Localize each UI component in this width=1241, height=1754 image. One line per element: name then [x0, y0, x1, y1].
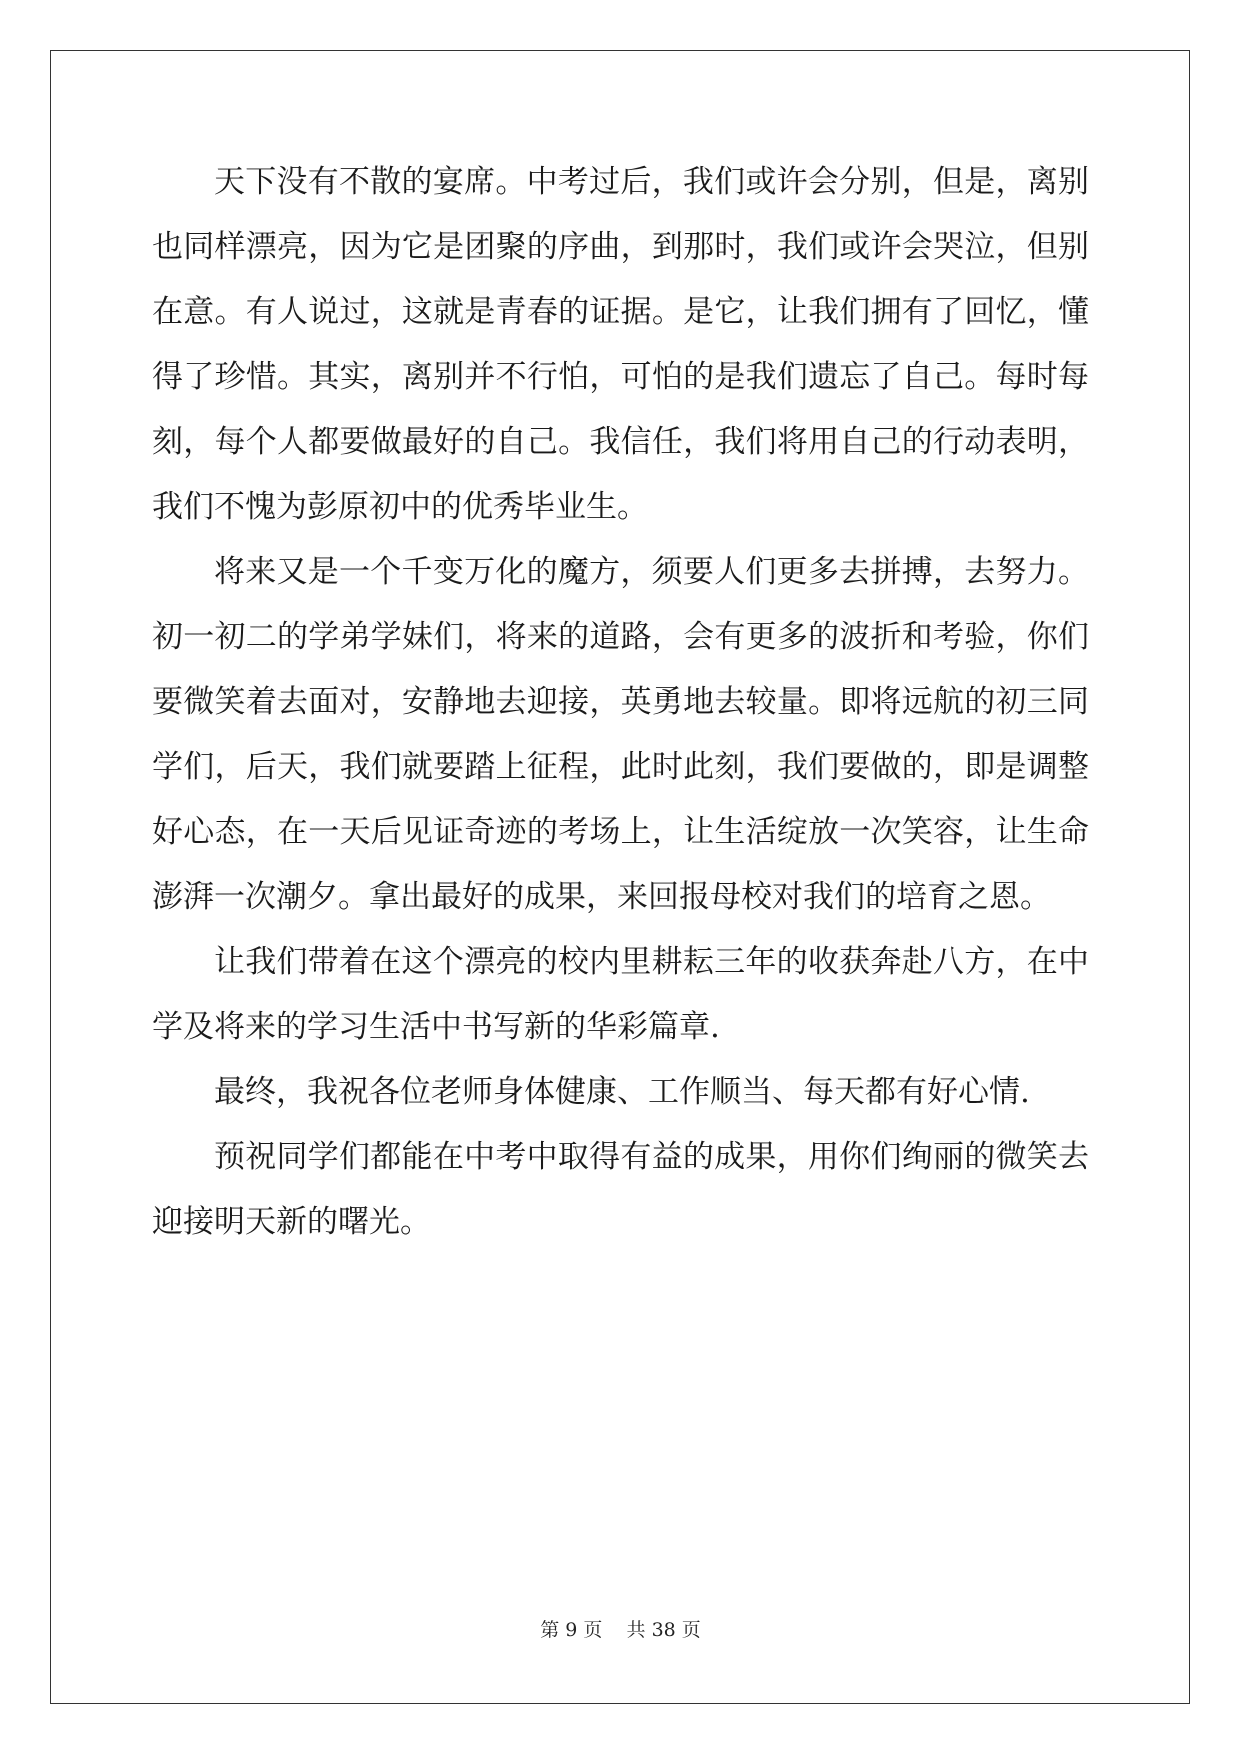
page-number-label: 第 9 页 共 38 页 — [540, 1619, 701, 1641]
paragraph-5: 预祝同学们都能在中考中取得有益的成果，用你们绚丽的微笑去迎接明天新的曙光。 — [152, 1139, 1089, 1240]
document-body — [152, 150, 1089, 1255]
page-number-footer — [0, 1615, 1241, 1642]
paragraph-4: 最终，我祝各位老师身体健康、工作顺当、每天都有好心情. — [214, 1074, 1030, 1110]
paragraph-3: 让我们带着在这个漂亮的校内里耕耘三年的收获奔赴八方，在中学及将来的学习生活中书写新的华彩篇章. — [152, 944, 1089, 1045]
paragraph-1: 天下没有不散的宴席。中考过后，我们或许会分别，但是，离别也同样漂亮，因为它是团聚的序曲，到那时，我们或许会哭泣，但别在意。有人说过，这就是青春的证据。是它，让我们拥有了回忆，懂得了珍惜。其实，离别并不行怕，可怕的是我们遗忘了自己。每时每刻，每个人都要做最好的自己。我信任，我们将用自己的行动表明，我们不愧为彭原初中的优秀毕业生。 — [152, 164, 1089, 525]
paragraph-2: 将来又是一个千变万化的魔方，须要人们更多去拼搏，去努力。初一初二的学弟学妹们，将来的道路，会有更多的波折和考验，你们要微笑着去面对，安静地去迎接，英勇地去较量。即将远航的初三同学们，后天，我们就要踏上征程，此时此刻，我们要做的，即是调整好心态，在一天后见证奇迹的考场上，让生活绽放一次笑容，让生命澎湃一次潮夕。拿出最好的成果，来回报母校对我们的培育之恩。 — [152, 554, 1089, 915]
